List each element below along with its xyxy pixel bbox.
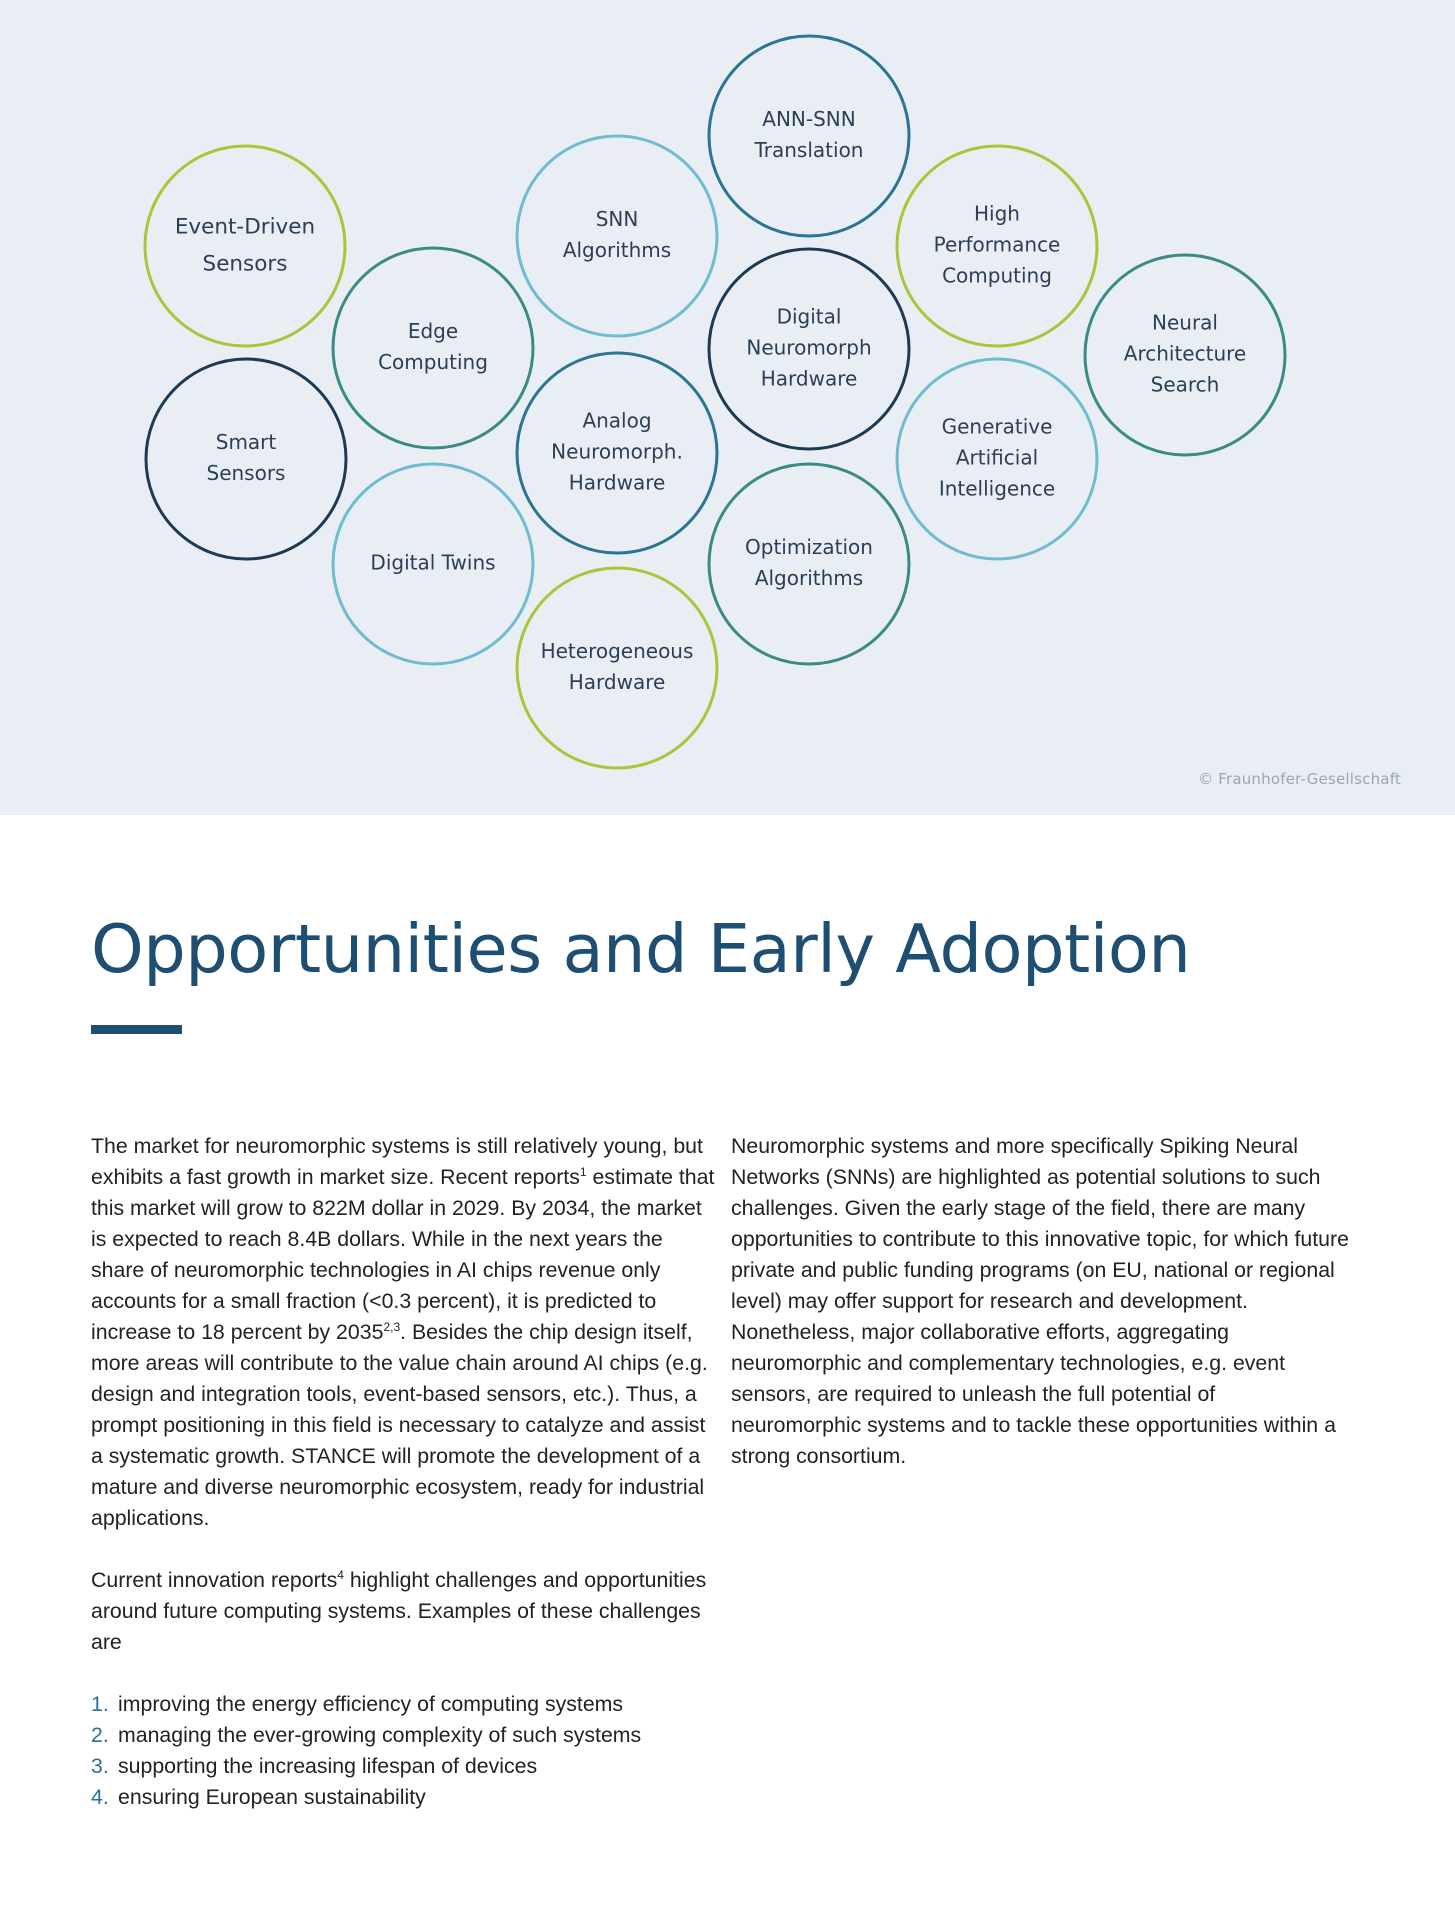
list-item [91, 1689, 721, 1720]
bubble-label: Artificial [955, 445, 1039, 470]
bubble-label: Optimization [745, 535, 873, 559]
bubble-label: Computing [378, 350, 488, 374]
bubble-label: Translation [754, 138, 864, 162]
bubble-optimization-algorithms [709, 464, 909, 664]
bubble-circle [709, 464, 909, 664]
bubble-snn-algorithms [517, 136, 717, 336]
footnote-ref: 2,3 [383, 1319, 401, 1334]
list-item [91, 1720, 721, 1751]
bubble-label: Neuromorph. [551, 439, 683, 464]
bubble-circle [333, 248, 533, 448]
bubble-label: Digital [776, 304, 842, 329]
bubble-label: Algorithms [754, 566, 864, 590]
bubble-label: ANN-SNN [762, 107, 856, 131]
bubble-label: Neuromorph [746, 335, 872, 360]
bubble-label: Edge [407, 319, 459, 343]
bubble-analog-neuromorph-hardware [517, 353, 717, 553]
technology-bubble-diagram [0, 0, 1455, 815]
paragraph-text: estimate that this market will grow to 822M dollar in 2029. By 2034, the market is expected to reach 8.4B dollars. While in the next years the share of neuromorphic technologies in AI chips revenue only accounts for a small fraction (<0.3 percent), it is predicted to increase to 18 percent by 2035 [91, 1165, 715, 1344]
bubble-edge-computing [333, 248, 533, 448]
list-number: 4. [91, 1785, 109, 1809]
bubble-digital-twins [333, 464, 533, 664]
left-column [91, 1131, 721, 1813]
list-item [91, 1782, 721, 1813]
bubble-digital-neuromorph-hardware [709, 249, 909, 449]
footnote-ref: 1 [579, 1164, 587, 1179]
paragraph-challenges [91, 1565, 721, 1658]
copyright-notice: © Fraunhofer-Gesellschaft [1198, 770, 1401, 788]
bubble-label: Computing [942, 263, 1052, 288]
bubble-generative-ai [897, 359, 1097, 559]
bubble-label: High [974, 201, 1020, 226]
bubble-label: Smart [215, 430, 277, 454]
bubble-ann-snn-translation [709, 36, 909, 236]
paragraph-text: The market for neuromorphic systems is still relatively young, but exhibits a fast growth in market size. Recent reports [91, 1134, 703, 1189]
footnote-ref: 4 [337, 1567, 344, 1582]
bubble-label: Hardware [568, 670, 666, 694]
bubble-label: Generative [941, 414, 1053, 439]
bubble-label: Hardware [760, 366, 858, 391]
bubble-label: Intelligence [938, 476, 1056, 501]
paragraph-market [91, 1131, 721, 1534]
list-text: supporting the increasing lifespan of devices [118, 1754, 538, 1778]
bubble-label: Algorithms [562, 238, 672, 262]
list-text: managing the ever-growing complexity of such systems [118, 1723, 642, 1747]
figure-panel [0, 0, 1455, 815]
bubble-label: Search [1150, 372, 1220, 397]
bubble-circle [146, 359, 346, 559]
bubble-high-performance-computing [897, 146, 1097, 346]
paragraph-text: Current innovation reports [91, 1568, 338, 1592]
bubble-label: Analog [582, 408, 652, 433]
bubble-neural-architecture-search [1085, 255, 1285, 455]
right-column [731, 1131, 1351, 1503]
bubble-circle [517, 136, 717, 336]
list-text: improving the energy efficiency of computing systems [118, 1692, 624, 1716]
paragraph-text: . Besides the chip design itself, more areas will contribute to the value chain around AI chips (e.g. design and integration tools, event-based sensors, etc.). Thus, a prompt positioning in this field is necessary to catalyze and assist a systematic growth. STANCE will promote the development of a mature and diverse neuromorphic ecosystem, ready for industrial applications. [91, 1320, 708, 1530]
list-item [91, 1751, 721, 1782]
list-number: 1. [91, 1692, 109, 1716]
bubble-label: Digital Twins [370, 550, 496, 575]
challenge-list [91, 1689, 721, 1813]
bubble-circle [145, 146, 345, 346]
bubble-label: Hardware [568, 470, 666, 495]
bubble-circle [709, 36, 909, 236]
bubble-circle [517, 568, 717, 768]
bubble-event-driven-sensors [145, 146, 345, 346]
bubble-label: Sensors [202, 251, 288, 277]
bubble-heterogeneous-hardware [517, 568, 717, 768]
paragraph-text: highlight challenges and opportunities around future computing systems. Examples of these challenges are [91, 1568, 707, 1654]
bubble-label: SNN [595, 207, 639, 231]
title-underline [91, 1025, 182, 1034]
bubble-label: Event-Driven [174, 214, 316, 240]
list-number: 2. [91, 1723, 109, 1747]
bubble-smart-sensors [146, 359, 346, 559]
bubble-label: Architecture [1123, 341, 1247, 366]
list-number: 3. [91, 1754, 109, 1778]
bubble-label: Heterogeneous [540, 639, 694, 663]
bubble-label: Performance [933, 232, 1061, 257]
bubble-label: Sensors [206, 461, 286, 485]
paragraph-snn: Neuromorphic systems and more specifically Spiking Neural Networks (SNNs) are highlighted as potential solutions to such challenges. Given the early stage of the field, there are many opportunities to contribute to this innovative topic, for which future private and public funding programs (on EU, national or regional level) may offer support for research and development. Nonetheless, major collaborative efforts, aggregating neuromorphic and complementary technologies, e.g. event sensors, are required to unleash the full potential of neuromorphic systems and to tackle these opportunities within a strong consortium. [731, 1134, 1349, 1468]
page-title: Opportunities and Early Adoption [91, 910, 1191, 988]
list-text: ensuring European sustainability [118, 1785, 426, 1809]
bubble-label: Neural [1152, 310, 1218, 335]
